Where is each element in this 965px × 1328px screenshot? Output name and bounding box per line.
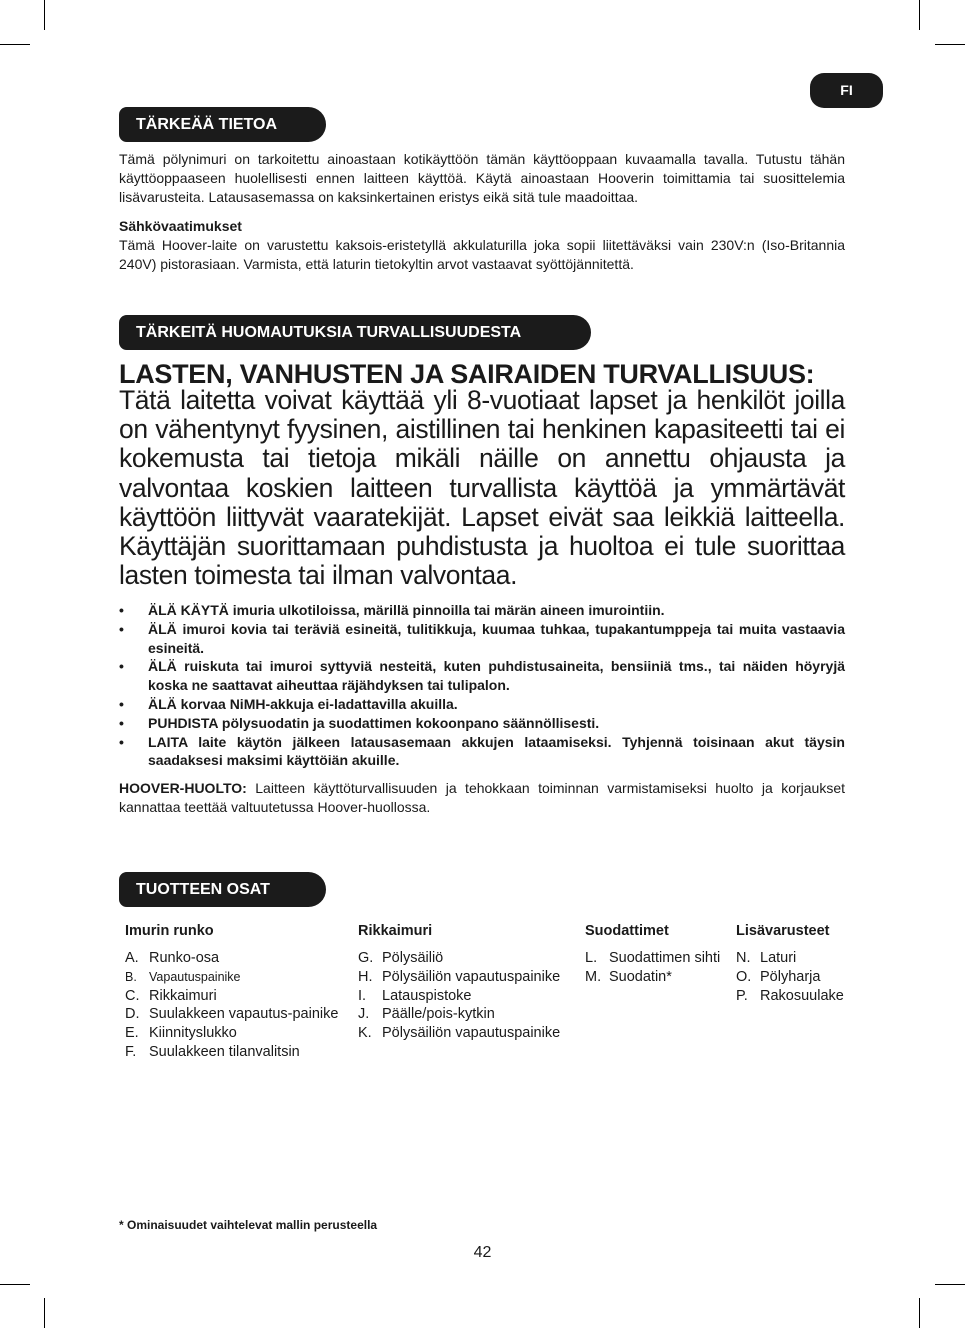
parts-column-body — [125, 921, 338, 1062]
bullet: • — [119, 602, 124, 618]
electrical-title: Sähkövaatimukset — [119, 218, 242, 234]
list-item: • ÄLÄ imuroi kovia tai teräviä esineitä, tulitikkuja, kuumaa tuhkaa, tupakantumppeja tai muita vastaavia esineitä. — [119, 620, 845, 656]
column-title: Imurin runko — [125, 923, 214, 939]
language-tab: FI — [810, 73, 883, 108]
bullet: • — [119, 695, 124, 712]
safety-title: LASTEN, VANHUSTEN JA SAIRAIDEN TURVALLISUUS: — [119, 359, 815, 389]
list-item: C. Rikkaimuri — [125, 987, 217, 1004]
safety-statement: Tätä laitetta voivat käyttää yli 8-vuotiaat lapset ja henkilöt joilla on vähentynyt fyysinen, aistillinen tai henkinen kapasiteetti tai ei kokemusta tai tietoja mikäli näille on annettu ohjausta ja valvontaa koskien laitteen turvallista käyttöä ja ymmärtävät käyttöön liittyvät vaaratekijät. Lapset eivät saa leikkiä laitteella. Käyttäjän suorittamaan puhdistusta ja huoltoa ei tule suorittaa lasten toimesta tai ilman valvontaa. — [119, 385, 845, 591]
list-item: F. Suulakkeen tilanvalitsin — [125, 1043, 300, 1060]
service-paragraph — [119, 779, 845, 817]
list-item: A. Runko-osa — [125, 950, 220, 966]
service-label: HOOVER-HUOLTO: — [119, 780, 247, 796]
footnote: * Ominaisuudet vaihtelevat mallin perusteella — [119, 1218, 378, 1232]
list-item: K. Pölysäiliön vapautuspainike — [358, 1025, 561, 1042]
page-number: 42 — [473, 1244, 492, 1261]
bullet: • — [119, 714, 124, 731]
list-item: L. Suodattimen sihti — [585, 950, 721, 966]
list-item: I. Latauspistoke — [358, 987, 472, 1004]
bullet: • — [119, 658, 124, 675]
column-title: Rikkaimuri — [358, 923, 433, 939]
list-item: N. Laturi — [736, 950, 797, 966]
list-item: O. Pölyharja — [736, 968, 821, 985]
section-heading-important-info: TÄRKEÄÄ TIETOA — [119, 107, 326, 142]
list-item: • ÄLÄ KÄYTÄ imuria ulkotiloissa, märillä pinnoilla tai märän aineen imurointiin. — [119, 602, 665, 618]
crop-mark — [935, 1284, 965, 1285]
column-title: Lisävarusteet — [736, 923, 830, 939]
bullet: • — [119, 733, 124, 750]
list-item: D. Suulakkeen vapautus-painike — [125, 1006, 339, 1023]
electrical-paragraph: Tämä Hoover-laite on varustettu kaksois-eristetyllä akkulaturilla joka sopii liitettäväksi vain 230V:n (Iso-Britannia 240V) pistorasiaan. Varmista, että laturin tietokyltin arvot vastaavat syöttöjännitettä. — [119, 237, 845, 272]
service-text: Laitteen käyttöturvallisuuden ja tehokkaan toiminnan varmistamiseksi huolto ja korjaukset kannattaa teettää valtuutetussa Hoover-huollossa. — [119, 780, 846, 815]
parts-column-filters — [585, 921, 720, 987]
section-heading-product-parts: TUOTTEEN OSAT — [119, 872, 326, 907]
list-item: M. Suodatin* — [585, 968, 672, 985]
crop-mark — [0, 1284, 30, 1285]
section-heading-safety: TÄRKEITÄ HUOMAUTUKSIA TURVALLISUUDESTA — [119, 315, 591, 350]
bullet: • — [119, 620, 124, 637]
parts-column-accessories — [736, 921, 844, 1005]
list-item: • ÄLÄ korvaa NiMH-akkuja ei-ladattavilla akuilla. — [119, 695, 458, 712]
intro-paragraph: Tämä pölynimuri on tarkoitettu ainoastaan kotikäyttöön tämän käyttöoppaan kuvaamalla tavalla. Tutustu tähän käyttöoppaaseen huolellisesti ennen laitteen käyttöä. Käytä ainoastaan Hooverin toimittamia tai suosittelemia lisävarusteita. Latausasemassa on kaksinkertainen eristys eikä sitä tule maadoittaa. — [119, 151, 845, 205]
crop-mark — [44, 0, 45, 30]
list-item: • LAITA laite käytön jälkeen latausasemaan akkujen lataamiseksi. Tyhjennä toisinaan akut täysin saadaksesi maksimi käyttöiän akuille. — [119, 733, 845, 769]
column-title: Suodattimet — [585, 923, 669, 939]
warning-list — [119, 601, 845, 770]
list-item: • PUHDISTA pölysuodatin ja suodattimen kokoonpano säännöllisesti. — [119, 714, 600, 731]
crop-mark — [44, 1298, 45, 1328]
list-item: E. Kiinnityslukko — [125, 1025, 237, 1042]
list-item: P. Rakosuulake — [736, 987, 844, 1004]
crop-mark — [935, 44, 965, 45]
crop-mark — [919, 1298, 920, 1328]
list-item: H. Pölysäiliön vapautuspainike — [358, 968, 561, 985]
parts-column-handheld — [358, 921, 560, 1043]
list-item: J. Päälle/pois-kytkin — [358, 1006, 495, 1023]
list-item: • ÄLÄ ruiskuta tai imuroi syttyviä nesteitä, kuten puhdistusaineita, bensiiniä tms., tai näiden höyryjä koska ne saattavat aiheuttaa räjähdyksen tai tulipalon. — [119, 658, 845, 694]
list-item: B. Vapautuspainike — [125, 969, 241, 984]
crop-mark — [919, 0, 920, 30]
list-item: G. Pölysäiliö — [358, 950, 444, 966]
crop-mark — [0, 44, 30, 45]
